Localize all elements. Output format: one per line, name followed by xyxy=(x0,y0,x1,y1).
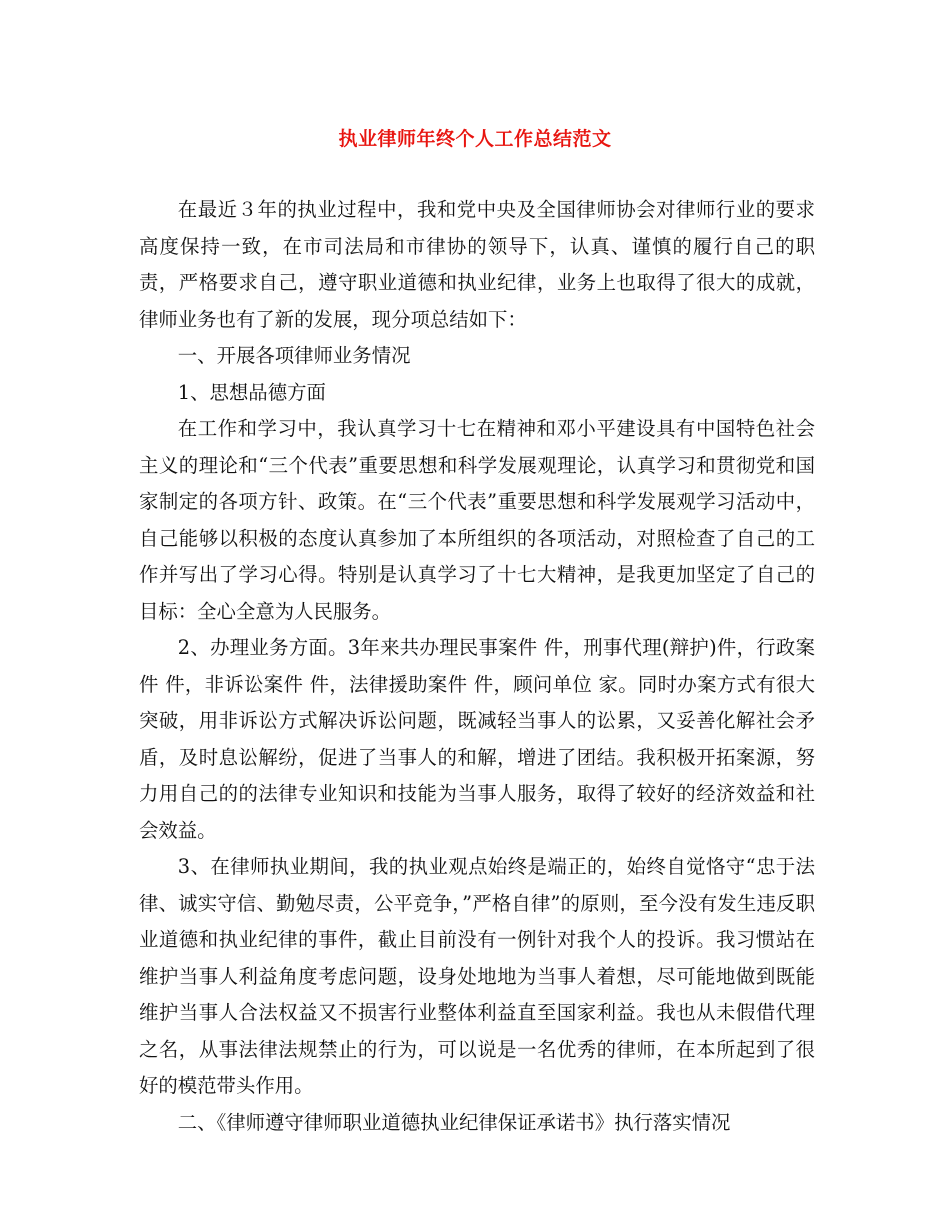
heading-section-1: 一、开展各项律师业务情况 xyxy=(177,344,411,367)
paragraph-ethics: 3、在律师执业期间，我的执业观点始终是端正的，始终自觉恪守“忠于法律、诚实守信、勤勉尽责，公平竞争，”严格自律”的原则，至今没有发生违反职业道德和执业纪律的事件，截止目前没有一例针对我个人的投诉。我习惯站在维护当事人利益角度考虑问题，设身处地地为当事人着想，尽可能地做到既能维护当事人合法权益又不损害行业整体利益直至国家利益。我也从未假借代理之名，从事法律法规禁止的行为，可以说是一名优秀的律师，在本所起到了很好的模范带头作用。 xyxy=(139,855,815,1097)
document-body xyxy=(139,192,815,1141)
document-title: 执业律师年终个人工作总结范文 xyxy=(338,128,612,150)
heading-section-2: 二、《律师遵守律师职业道德执业纪律保证承诺书》执行落实情况 xyxy=(177,1110,731,1134)
paragraph-ideology: 在工作和学习中，我认真学习十七在精神和邓小平建设具有中国特色社会主义的理论和“三个代表”重要思想和科学发展观理论，认真学习和贯彻党和国家制定的各项方针、政策。在“三个代表”重要思想和科学发展观学习活动中，自己能够以积极的态度认真参加了本所组织的各项活动，对照检查了自己的工作并写出了学习心得。特别是认真学习了十七大精神，是我更加坚定了自己的目标：全心全意为人民服务。 xyxy=(139,417,815,623)
paragraph-business: 2、办理业务方面。3年来共办理民事案件 件，刑事代理(辩护)件，行政案件 件，非诉讼案件 件，法律援助案件 件，顾问单位 家。同时办案方式有很大突破，用非诉讼方式解决诉讼问题，既减轻当事人的讼累，又妥善化解社会矛盾，及时息讼解纷，促进了当事人的和解，增进了团结。我积极开拓案源，努力用自己的的法律专业知识和技能为当事人服务，取得了较好的经济效益和社会效益。 xyxy=(139,636,815,842)
heading-subsection-1: 1、思想品德方面 xyxy=(177,380,326,404)
paragraph-intro: 在最近３年的执业过程中，我和党中央及全国律师协会对律师行业的要求高度保持一致，在市司法局和市律协的领导下，认真、谨慎的履行自己的职责，严格要求自己，遵守职业道德和执业纪律，业务上也取得了很大的成就，律师业务也有了新的发展，现分项总结如下： xyxy=(139,198,815,331)
